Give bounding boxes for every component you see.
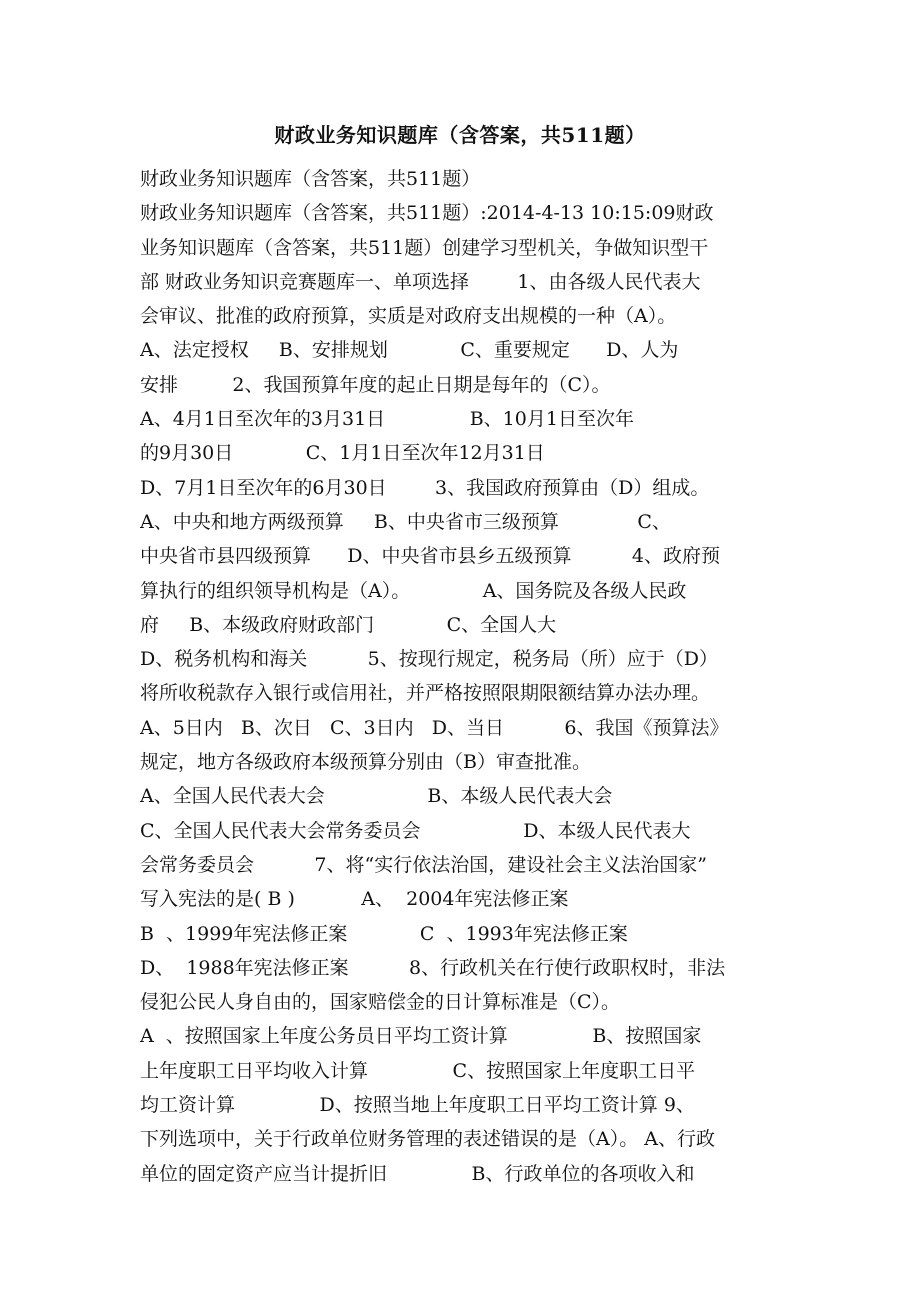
text-line: C、全国人民代表大会常务委员会 D、本级人民代表大	[140, 819, 691, 842]
text-line: 写入宪法的是( B ) A、 2004年宪法修正案	[140, 888, 569, 911]
text-line: D、 1988年宪法修正案 8、行政机关在行使行政职权时，非法	[140, 956, 726, 979]
text-line: 财政业务知识题库（含答案，共511题）	[140, 168, 481, 190]
document-body	[140, 162, 790, 1191]
document-title: 财政业务知识题库（含答案，共511题）	[274, 123, 646, 147]
text-line: A、中央和地方两级预算 B、中央省市三级预算 C、	[140, 510, 671, 533]
text-line: 单位的固定资产应当计提折旧 B、行政单位的各项收入和	[140, 1162, 695, 1185]
text-line: A、5日内 B、次日 C、3日内 D、当日 6、我国《预算法》	[140, 716, 729, 739]
text-line: 侵犯公民人身自由的，国家赔偿金的日计算标准是（C）。	[140, 991, 621, 1014]
text-line: 部 财政业务知识竞赛题库一、单项选择 1、由各级人民代表大	[140, 270, 701, 293]
text-line: 算执行的组织领导机构是（A）。 A、国务院及各级人民政	[140, 579, 687, 602]
text-line: 府 B、本级政府财政部门 C、全国人大	[140, 613, 557, 636]
text-line: 将所收税款存入银行或信用社，并严格按照限期限额结算办法办理。	[140, 682, 711, 705]
text-line: A 、按照国家上年度公务员日平均工资计算 B、按照国家	[140, 1025, 702, 1048]
text-line: A、全国人民代表大会 B、本级人民代表大会	[140, 785, 613, 808]
text-line: 财政业务知识题库（含答案，共511题）:2014-4-13 10:15:09财政	[140, 202, 714, 225]
text-line: 上年度职工日平均收入计算 C、按照国家上年度职工日平	[140, 1059, 696, 1082]
text-line: 业务知识题库（含答案，共511题）创建学习型机关，争做知识型干	[140, 236, 709, 259]
text-line: 会审议、批准的政府预算，实质是对政府支出规模的一种（A）。	[140, 305, 677, 328]
text-line: A、4月1日至次年的3月31日 B、10月1日至次年	[140, 408, 634, 431]
text-line: 均工资计算 D、按照当地上年度职工日平均工资计算 9、	[140, 1094, 695, 1117]
text-line: 中央省市县四级预算 D、中央省市县乡五级预算 4、政府预	[140, 545, 720, 568]
text-line: B 、1999年宪法修正案 C 、1993年宪法修正案	[140, 922, 628, 945]
text-line: 下列选项中，关于行政单位财务管理的表述错误的是（A）。 A、行政	[140, 1128, 715, 1151]
text-line: A、法定授权 B、安排规划 C、重要规定 D、人为	[140, 339, 679, 362]
text-line: 会常务委员会 7、将“实行依法治国，建设社会主义法治国家”	[140, 853, 707, 876]
text-line: D、税务机构和海关 5、按现行规定，税务局（所）应于（D）	[140, 648, 718, 671]
text-line: D、7月1日至次年的6月30日 3、我国政府预算由（D）组成。	[140, 476, 710, 499]
text-line: 规定，地方各级政府本级预算分别由（B）审查批准。	[140, 751, 591, 774]
text-line: 的9月30日 C、1月1日至次年12月31日	[140, 442, 545, 465]
text-line: 安排 2、我国预算年度的起止日期是每年的（C）。	[140, 373, 611, 396]
